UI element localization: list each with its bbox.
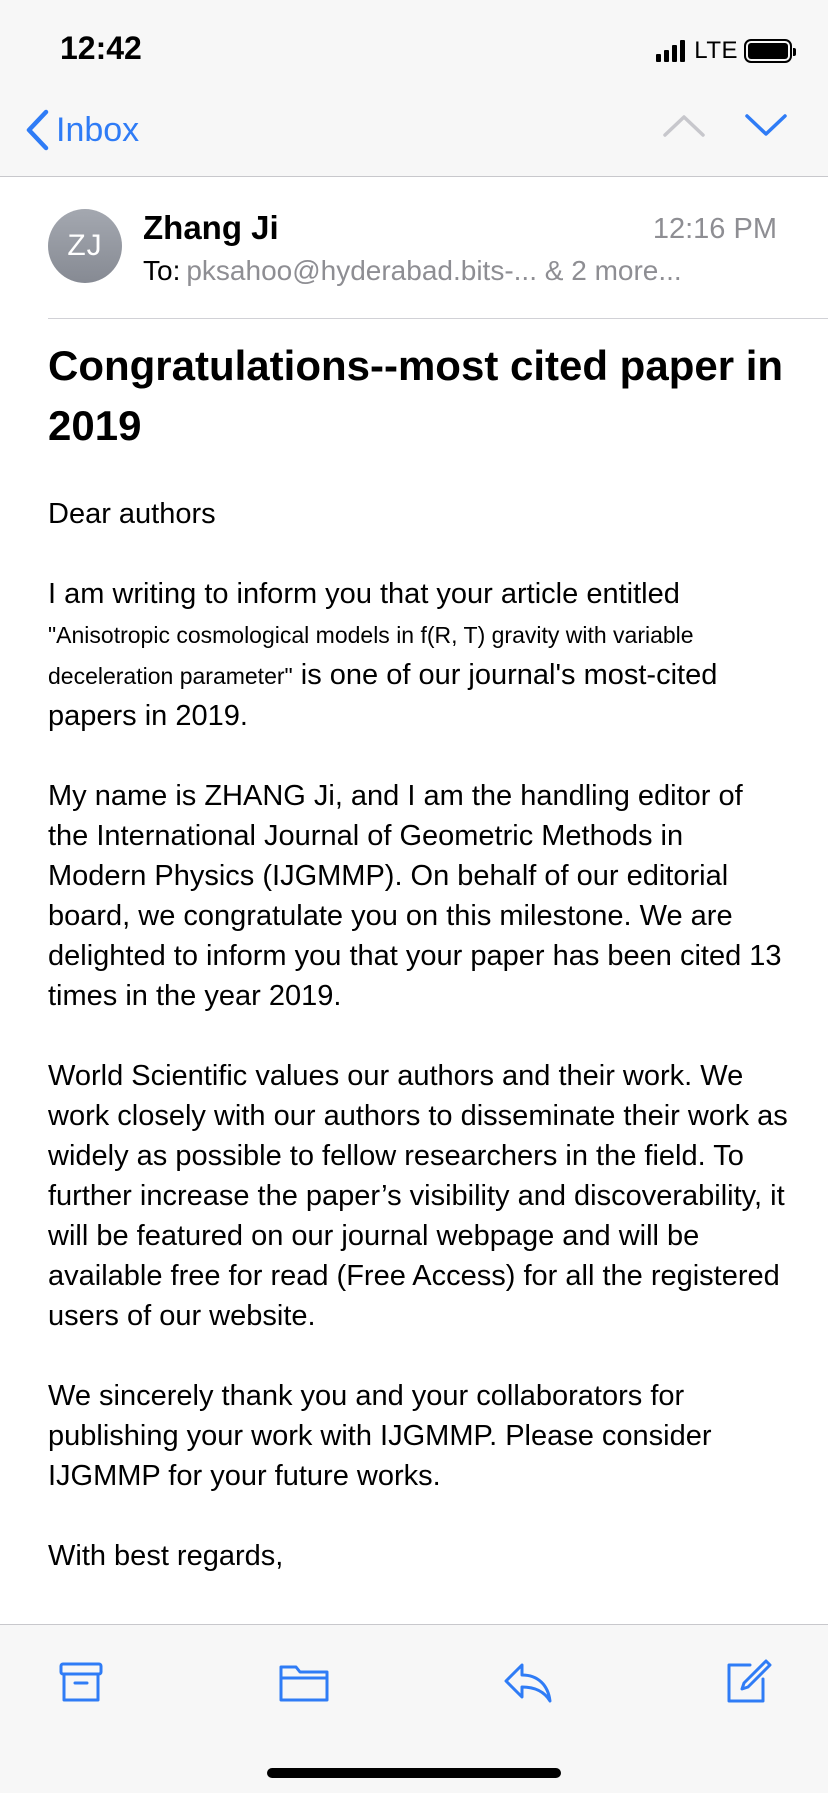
- paragraph-1-start: I am writing to inform you that your article entitled: [48, 578, 680, 610]
- battery-icon: [744, 39, 792, 63]
- network-type: LTE: [694, 37, 738, 64]
- archive-icon: [56, 1657, 106, 1707]
- back-label: Inbox: [56, 110, 140, 149]
- chevron-up-icon: [662, 112, 706, 138]
- next-message-button[interactable]: [744, 112, 788, 143]
- header-divider: [48, 318, 828, 319]
- compose-icon: [722, 1657, 772, 1707]
- status-time: 12:42: [60, 30, 142, 66]
- back-to-inbox-button[interactable]: [24, 108, 139, 152]
- closing: With best regards,: [48, 1540, 284, 1572]
- move-to-folder-button[interactable]: [278, 1657, 330, 1712]
- folder-icon: [278, 1657, 330, 1707]
- archive-button[interactable]: [56, 1657, 106, 1712]
- reply-button[interactable]: [502, 1657, 554, 1712]
- paragraph-1-end: is one of our journal's most-cited papers in 2019.: [48, 659, 718, 732]
- top-chrome: [0, 0, 828, 177]
- to-label: To:: [143, 255, 181, 286]
- message-header: [0, 177, 828, 319]
- chevron-down-icon: [744, 112, 788, 138]
- avatar[interactable]: ZJ: [48, 209, 122, 283]
- bottom-toolbar: [0, 1624, 828, 1793]
- home-indicator[interactable]: [267, 1768, 561, 1778]
- signal-bars-icon: [656, 40, 688, 62]
- subject-heading: Congratulations--most cited paper in 2019: [48, 342, 784, 449]
- paragraph-1: [48, 574, 788, 736]
- paragraph-4: We sincerely thank you and your collaborators for publishing your work with IJGMMP. Please consider IJGMMP for your future works.: [48, 1380, 712, 1492]
- previous-message-button[interactable]: [662, 112, 706, 143]
- greeting: Dear authors: [48, 498, 216, 530]
- sender-name[interactable]: Zhang Ji: [143, 209, 279, 246]
- message-time: 12:16 PM: [652, 213, 777, 245]
- paragraph-3: World Scientific values our authors and their work. We work closely with our authors to disseminate their work as widely as possible to fellow researchers in the field. To further increase the paper’s visibility and discoverability, it will be featured on our journal webpage and will be available free for read (Free Access) for all the registered users of our website.: [48, 1060, 788, 1332]
- article-title: "Anisotropic cosmological models in f(R, T) gravity with variable deceleration parameter": [48, 622, 694, 689]
- chevron-left-icon: [24, 108, 50, 152]
- status-indicators: [656, 36, 792, 66]
- paragraph-2: My name is ZHANG Ji, and I am the handling editor of the International Journal of Geometric Methods in Modern Physics (IJGMMP). On behalf of our editorial board, we congratulate you on this milestone. We are delighted to inform you that your paper has been cited 13 times in the year 2019.: [48, 780, 782, 1012]
- message-body: [48, 336, 788, 1616]
- reply-icon: [502, 1657, 554, 1707]
- recipients-value[interactable]: pksahoo@hyderabad.bits-... & 2 more...: [186, 255, 682, 286]
- recipients-line[interactable]: [143, 255, 682, 287]
- compose-button[interactable]: [722, 1657, 772, 1712]
